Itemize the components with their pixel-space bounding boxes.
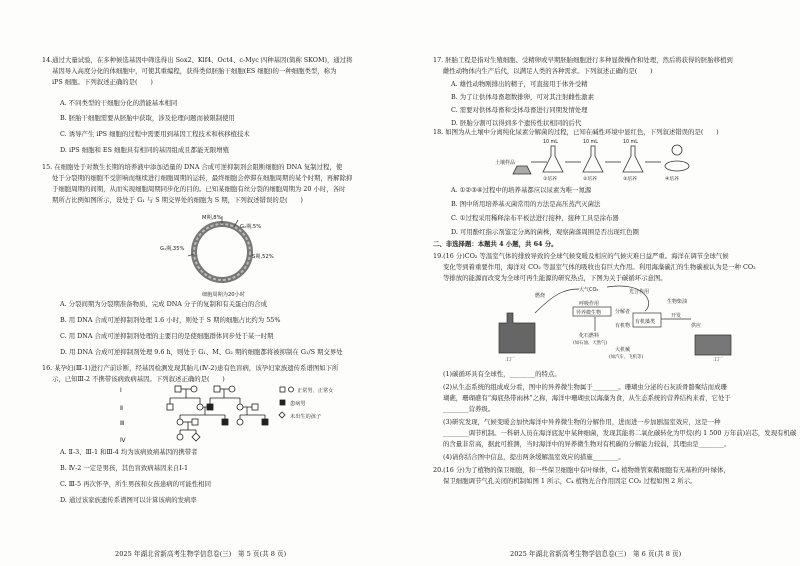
q15-option-b: B. 用 DNA 合成可逆抑制剂处理 1.6 小时，则处于 S 期的细胞占比约为 55% — [60, 316, 281, 324]
pedigree-unborn — [192, 433, 200, 441]
q18-option-a: A. ①②③④过程中的培养基都应以尿素为唯一氮源 — [451, 186, 592, 194]
pedigree-male — [214, 386, 220, 392]
fossil-sub-label: (如石油、天然气) — [573, 341, 608, 346]
q16-option-c: C. Ⅲ-5 再次怀孕，所生男孩和女孩患病的可能性相同 — [60, 480, 211, 488]
photo-label: 光合作用 — [629, 289, 650, 295]
machine-label: 大机械 — [615, 347, 631, 353]
step-label: ③培养 — [623, 177, 637, 182]
pedigree-female — [197, 404, 203, 410]
develop-label: 开发 — [671, 313, 682, 319]
q17-option-a: A. 雄性动物刚排出的精子，可直接用于体外受精 — [451, 80, 588, 88]
q17-option-b: B. 为了让供体母畜超数排卵，可对其注射雌性激素 — [451, 93, 594, 101]
algae-label: 有机藻类 — [635, 319, 656, 325]
q15-stem: 处于分裂期的细胞不受影响而继续进行细胞周期的运转，最终细胞会停滞在细胞周期的某个时期，再解除抑 — [52, 174, 353, 182]
volume-label: 10 mL — [583, 140, 598, 145]
q19-stem: 19.(16 分)CO₂ 等温室气体的排放导致的全球气候变暖及相应的气候灾难日益严重。海洋在调节全球气候 — [433, 252, 729, 260]
q18-option-d: D. 可用酚红指示剂鉴定分离的菌株，观察菌落周围是否出现红色圈 — [451, 228, 639, 236]
left-footer: 2025 年湖北省新高考生物学信息卷(三) 第 5 页(共 8 页) — [115, 550, 287, 558]
right-footer: 2025 年湖北省新高考生物学信息卷(三) 第 6 页(共 8 页) — [510, 550, 682, 558]
cell-cycle-diagram — [150, 210, 290, 302]
factory2-icon — [695, 335, 731, 355]
q14-option-b: B. 胚胎干细胞需要从胚胎中获取，涉及伦理问题而被限制使用 — [60, 114, 235, 122]
decomp-label: 分解者 — [615, 309, 631, 315]
factory2-label: 工厂 — [713, 357, 724, 363]
gen-label: Ⅰ — [120, 387, 122, 394]
q20-stem: 保卫细胞调节气孔关闭的机制如图 1 所示，C₄ 植物光合作用固定 CO₂ 过程如图 2 所示。 — [443, 477, 697, 485]
left-page — [0, 0, 390, 566]
soil-icon — [513, 166, 531, 174]
q20-stem: 20.(16 分)为了植物的保卫细胞，和一些保卫细胞中有叶绿体，C₄ 植物维管束鞘细胞有无基粒的叶绿体， — [433, 466, 730, 474]
pedigree-affected-male — [207, 404, 213, 410]
fossil-label: 化石燃料 — [579, 333, 600, 339]
q16-option-a: A. Ⅱ-3、Ⅲ-1 和Ⅲ-4 均为该病致病基因的携带者 — [60, 448, 198, 456]
pedigree-chart — [100, 382, 390, 448]
legend-affected-label: 患病男 — [290, 401, 306, 407]
s-phase-label: S期,52% — [252, 254, 274, 260]
q17-option-d: D. 胚胎分割可以得到多个遗传性状相同的后代 — [451, 119, 582, 127]
pedigree-female — [177, 419, 183, 425]
organic-label: 有机物 — [615, 323, 631, 329]
atm-co2-label: 大气CO₂ — [579, 287, 599, 293]
q14-option-a: A. 不同类型的干细胞分化的潜能基本相同 — [60, 99, 178, 107]
q16-stem: 16. 某孕妇(Ⅲ-1)进行产前诊断，经基因检测发现其胎儿(Ⅳ-2)患有色盲病，该孕妇家族遗传系谱图如下所 — [42, 364, 339, 372]
pedigree-female — [177, 434, 183, 440]
q19-part2: ________营养级。 — [443, 405, 495, 413]
q19-part3: (3)研究发现，气候变暖会加快海洋中异养微生物的分解作用，进而进一步加剧温室效应，这是一种 — [443, 418, 721, 426]
legend-unborn-icon — [279, 412, 285, 418]
right-page — [405, 0, 795, 566]
flask-icon — [623, 146, 643, 172]
pedigree-male — [175, 386, 181, 392]
q15-option-a: A. 分裂间期为分裂期准备物质，完成 DNA 分子的复制和有关蛋白的合成 — [60, 300, 268, 308]
q17-option-c: C. 需要对供体母畜和受体母畜进行同期发情处理 — [451, 106, 588, 114]
legend-male-icon — [280, 387, 285, 392]
legend-unborn-label: 未出生的孩子 — [290, 414, 322, 420]
pedigree-female — [191, 386, 197, 392]
q19-stem: 等排放的能源而改变为全球可再生能源的研究热点，下图为关于碳循环示意图。 — [443, 274, 667, 282]
gen-label: Ⅳ — [120, 437, 126, 444]
gen-label: Ⅱ — [120, 405, 123, 412]
flask-icon — [543, 146, 563, 172]
step-label: ④培养 — [665, 177, 679, 182]
q19-stem: 变化等到着重要作用，海洋对 CO₂ 等温室气体的吸收也有巨大作用。利用海藻碳汇的生物碳被认为是一种 CO₂ — [443, 263, 756, 271]
pedigree-affected-male — [262, 419, 268, 425]
step-label: ①培养 — [543, 177, 557, 182]
q15-option-d: D. 用 DNA 合成可逆抑制剂处理 9.6 h，则处于 G₁、M、G₂ 期的细胞都将被抑制在 G₁/S 期交界处 — [60, 348, 343, 356]
q19-part1: (1)碳循环具有全球性，________的特点。 — [443, 370, 561, 378]
burn-label: 燃烧 — [535, 293, 546, 299]
factory-label: 工厂 — [505, 357, 516, 363]
m-phase-label: M期,8% — [202, 215, 222, 221]
colony-icon — [672, 145, 682, 155]
hetero-label: 异养微生物 — [576, 310, 602, 316]
gen-label: Ⅲ — [120, 420, 125, 427]
pedigree-male — [167, 404, 173, 410]
q14-stem: 14.通过大量试验，在多种候选基因中筛选得出 Sox2、Klf4、Oct4、c-Myc 四种基因(简称 SKOM)，通过将 — [42, 56, 353, 64]
q15-stem: 于细胞周期的间期，从而实现细胞周期同步化的目的。已知某细胞有丝分裂的细胞周期为 20 小时，各时 — [52, 185, 346, 193]
q19-part3: 的含量非常高，据此可推测，当时海洋中的异养微生物对有机碳的分解能力较弱，其理由是________。 — [443, 440, 731, 448]
soil-label: 土壤样品 — [495, 160, 516, 166]
q14-option-c: C. 诱导产生 iPS 细胞的过程中需要用到基因工程技术和核移植技术 — [60, 130, 250, 138]
q17-stem: 17. 胚胎工程是指对生殖细胞、受精卵或早期胚胎细胞进行多种显微操作和处理，然后将获得的胚胎移植到 — [433, 56, 733, 64]
q19-part2: 瑚礁，珊瑚礁有“海底热带雨林”之称，海洋中珊瑚虫以海藻为食，从生态系统的营养结构来看，它处于 — [443, 394, 731, 402]
pedigree-male — [192, 419, 198, 425]
q19-part2: (2)从生态系统的组成成分看，图中的异养微生物属于________。珊瑚虫分泌的石灰质骨骼聚结而成珊 — [443, 383, 727, 391]
pedigree-male — [252, 404, 258, 410]
q15-option-c: C. 用 DNA 合成可逆抑制剂处理的主要目的是使细胞群体同步处于某一时期 — [60, 332, 274, 340]
q14-stem: iPS 细胞。下列叙述正确的是( ) — [52, 78, 153, 86]
pedigree-female — [237, 419, 243, 425]
q14-stem: 基因导入高度分化的体细胞中，可使其重编程，获得类似胚胎干细胞(ES 细胞)的一种细胞类型，称为 — [52, 67, 337, 75]
q16-stem: 示，已知Ⅲ-2 不携带该病致病基因。下列叙述正确的是( ) — [52, 375, 225, 383]
carbon-cycle-diagram — [495, 283, 735, 367]
volume-label: 10 mL — [623, 140, 638, 145]
factory-icon — [499, 313, 535, 353]
resp-label: 呼吸作用 — [579, 301, 600, 307]
petri-dish-icon — [665, 161, 689, 171]
legend-normal-label: 正常男、正常女 — [297, 388, 334, 394]
bio-fuel-label: 生物柴油 — [667, 299, 688, 305]
q15-stem: 期所占比例如图所示，设处于 G₁ 与 S 期交界处的细胞为 S 期，下列叙述错误的是( ) — [52, 196, 303, 204]
flask-icon — [583, 146, 603, 172]
q18-option-b: B. 图中所用培养基灭菌常用的方法是高压蒸汽灭菌法 — [451, 200, 601, 208]
g1-phase-label: G₁期,35% — [160, 246, 185, 252]
q18-stem: 18. 如图为从土壤中分离纯化尿素分解菌的过程，已知在碱性环境中显红色，下列叙述错误的是( ) — [433, 128, 719, 136]
q18-option-c: C. ①过程采用稀释涂布平板法进行接种，接种工具是涂布器 — [451, 214, 619, 222]
pedigree-female — [237, 404, 243, 410]
supply-label: 供应 — [691, 323, 702, 329]
q15-stem: 15. 在细胞处于对数生长期的培养液中添加适量的 DNA 合成可逆抑制剂会阻断细胞的 DNA 复制过程，使 — [42, 163, 343, 171]
section-heading: 二、非选择题：本题共 4 小题，共 64 分。 — [433, 240, 558, 248]
q16-option-d: D. 通过该家族遗传系谱图可以计算该病的发病率 — [60, 496, 197, 504]
q19-part4: (4)请你结合图中信息，提出两条缓解温室效应的措施________。 — [443, 453, 625, 461]
legend-female-icon — [289, 387, 294, 392]
q17-stem: 雌性动物体内生产后代，以满足人类的各种需求。下列叙述正确的是( ) — [443, 67, 653, 75]
machine-sub-label: (如汽车、飞机等) — [609, 355, 644, 360]
pedigree-female — [229, 386, 235, 392]
volume-label: 10 mL — [543, 140, 558, 145]
q14-option-d: D. iPS 细胞和 ES 细胞具有相同的基因组成且都能无限增殖 — [60, 146, 230, 154]
g2-phase-label: G₂期,5% — [240, 224, 262, 230]
q19-part3: ________调节机制。一科研人员在海洋底泥中某种细菌，发现其能将二氧化碳转化为甲烷(约 1 500 万年前)岩芯，发现有机碳 — [443, 429, 797, 437]
cycle-caption: 细胞周期为20小时 — [202, 292, 245, 298]
pedigree-affected-male — [222, 419, 228, 425]
legend-affected-icon — [280, 400, 285, 405]
q16-option-b: B. Ⅳ-2 一定是男孩，其色盲致病基因来自Ⅰ-1 — [60, 464, 189, 472]
culture-diagram — [495, 136, 705, 182]
step-label: ②培养 — [583, 177, 597, 182]
